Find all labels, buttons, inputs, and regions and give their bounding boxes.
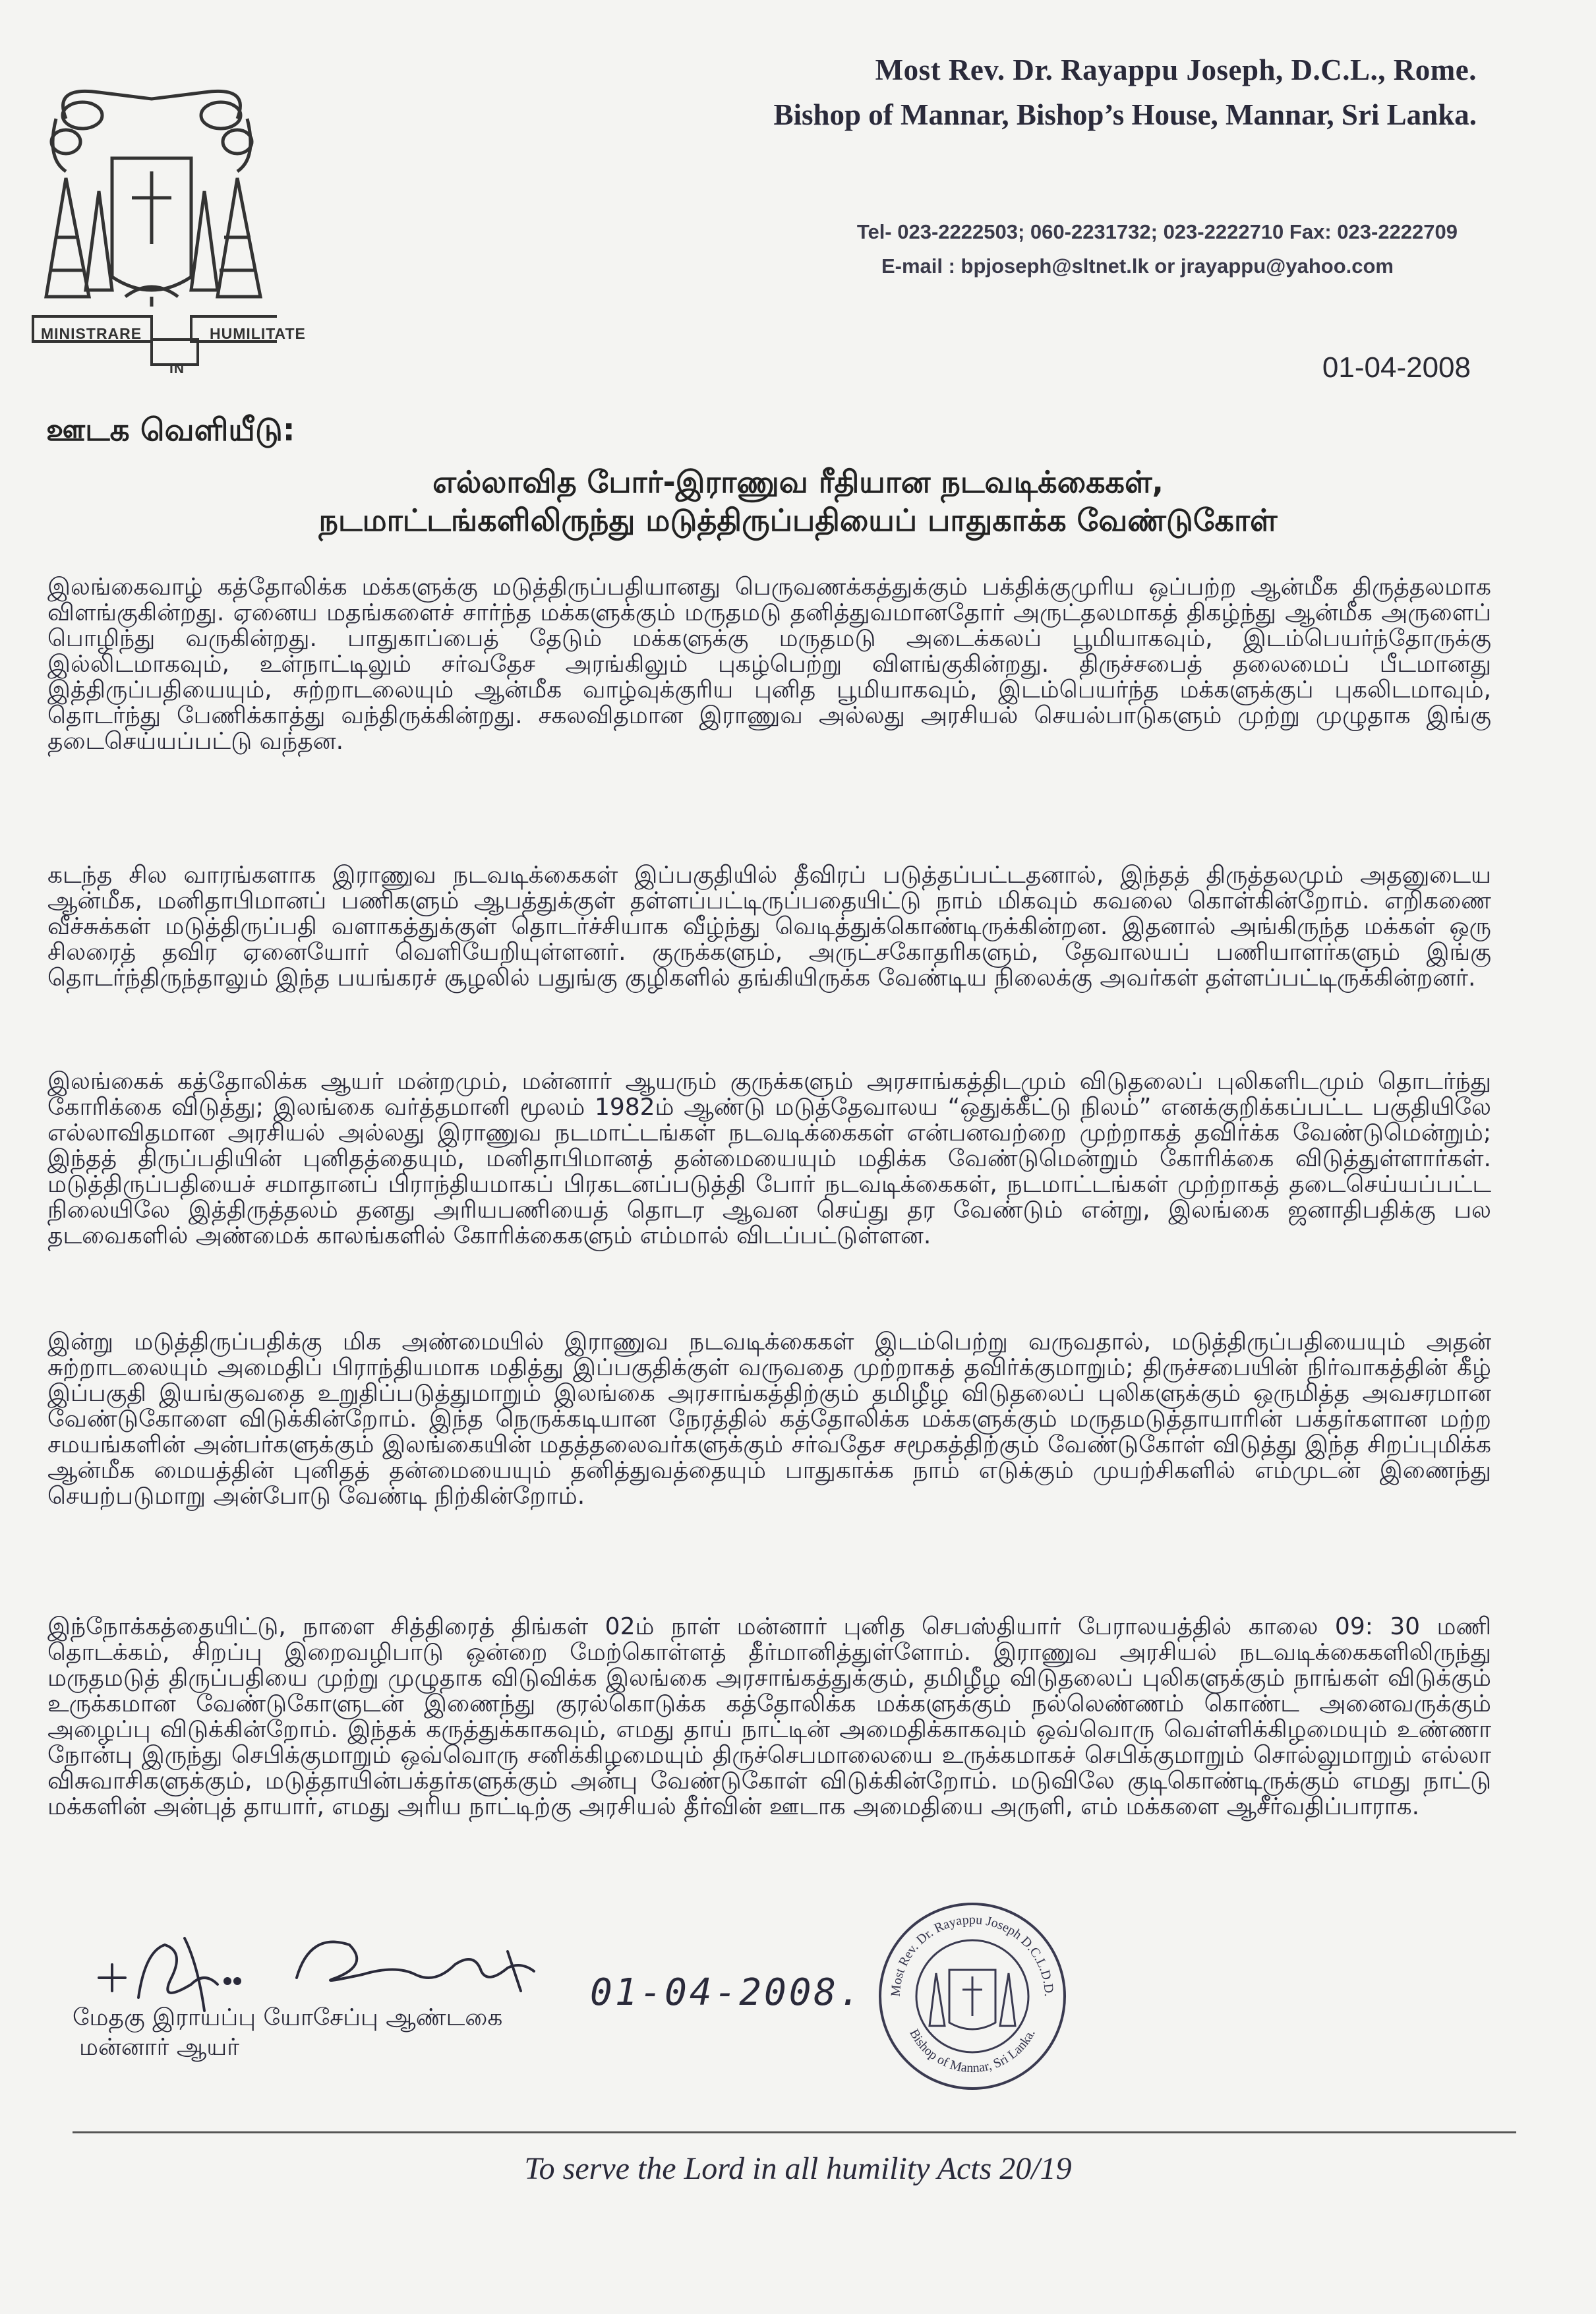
signatory-name: மேதகு இராயப்பு யோசேப்பு ஆண்டகை [73, 2004, 503, 2031]
signatory-title: மன்னார் ஆயர் [79, 2034, 240, 2061]
official-seal-icon [873, 1897, 1071, 2095]
paragraph-5: இந்நோக்கத்தையிட்டு, நாளை சித்திரைத் திங்கள் 02ம் நாள் மன்னார் புனித செபஸ்தியார் பேராலயத்தில் காலை 09: 30 மணி தொடக்கம், சிறப்பு இறைவழிபாடு ஒன்றை மேற்கொள்ளத் தீர்மானித்துள்ளோம். இராணுவ அரசியல் நடவடிக்கைகளிலிருந்து மருதமடுத் திருப்பதியை முற்று முழுதாக விடுவிக்க இலங்கை அரசாங்கத்துக்கும், தமிழீழ விடுதலைப் புலிகளுக்கும் நாங்கள் விடுக்கும் உருக்கமான வேண்டுகோளுடன் இணைந்து குரல்கொடுக்க கத்தோலிக்க மக்களுக்கும் நல்லெண்ணம் கொண்ட அனைவருக்கும் அழைப்பு விடுக்கின்றோம். இந்தக் கருத்துக்காகவும், எமது தாய் நாட்டின் அமைதிக்காகவும் ஒவ்வொரு வெள்ளிக்கிழமையும் உண்ணா நோன்பு இருந்து செபிக்குமாறும் ஒவ்வொரு சனிக்கிழமையும் திருச்செபமாலையை உருக்கமாகச் செபிக்குமாறும் சொல்லுமாறும் எல்லா விசுவாசிகளுக்கும், மடுத்தாயின்பக்தர்களுக்கும் அன்பு வேண்டுகோள் விடுக்கின்றோம். மடுவிலே குடிகொண்டிருக்கும் எமது நாட்டு மக்களின் அன்புத் தாயார், எமது அரிய நாட்டிற்கு அரசியல் தீர்வின் ஊடாக அமைதியை அருளி, எம் மக்களை ஆசீர்வதிப்பாராக. [47, 1613, 1491, 1820]
letterhead-name: Most Rev. Dr. Rayappu Joseph, D.C.L., Rome. [875, 53, 1477, 86]
seal-bottom-text: Bishop of Mannar, Sri Lanka. [906, 2027, 1038, 2076]
paragraph-2: கடந்த சில வாரங்களாக இராணுவ நடவடிக்கைகள் இப்பகுதியில் தீவிரப் படுத்தப்பட்டதனால், இந்தத் திருத்தலமும் அதனுடைய ஆன்மீக, மனிதாபிமானப் பணிகளும் ஆபத்துக்குள் தள்ளப்பட்டிருப்பதையிட்டு நாம் மிகவும் கவலை கொள்கின்றோம். எறிகணை வீச்சுக்கள் மடுத்திருப்பதி வளாகத்துக்குள் தொடர்ச்சியாக வீழ்ந்து வெடித்துக்கொண்டிருக்கின்றன. இதனால் அங்கிருந்த மக்கள் ஒரு சிலரைத் தவிர ஏனையோர் வெளியேறியுள்ளனர். குருக்களும், அருட்சகோதரிகளும், தேவாலயப் பணியாளர்களும் இங்கு தொடர்ந்திருந்தாலும் இந்த பயங்கரச் சூழலில் பதுங்கு குழிகளில் தங்கியிருக்க வேண்டிய நிலைக்கு அவர்கள் தள்ளப்பட்டிருக்கின்றனர். [47, 862, 1491, 992]
paragraph-4: இன்று மடுத்திருப்பதிக்கு மிக அண்மையில் இராணுவ நடவடிக்கைகள் இடம்பெற்று வருவதால், மடுத்திருப்பதியையும் அதன் சுற்றாடலையும் அமைதிப் பிராந்தியமாக மதித்து இப்பகுதிக்குள் வருவதை முற்றாகத் தவிர்க்குமாறும்; திருச்சபையின் நிர்வாகத்தின் கீழ் இப்பகுதி இயங்குவதை உறுதிப்படுத்துமாறும் இலங்கை அரசாங்கத்திற்கும் தமிழீழ விடுதலைப் புலிகளுக்கும் ஒருமித்த அவசரமான வேண்டுகோளை விடுக்கின்றோம். இந்த நெருக்கடியான நேரத்தில் கத்தோலிக்க மக்களுக்கும் மருதமடுத்தாயாரின் பக்தர்களான மற்ற சமயங்களின் அன்பர்களுக்கும் இலங்கையின் மதத்தலைவர்களுக்கும் சர்வதேச சமூகத்திற்கும் வேண்டுகோள் விடுத்து இந்த சிறப்புமிக்க ஆன்மீக மையத்தின் புனிதத் தன்மையையும் தனித்துவத்தையும் பாதுகாக்க நாம் எடுக்கும் முயற்சிகளில் எம்முடன் இணைந்து செயற்படுமாறு அன்போடு வேண்டி நிற்கின்றோம். [47, 1328, 1491, 1510]
coat-of-arms-icon [26, 79, 277, 396]
section-heading: ஊடக வெளியீடு: [46, 412, 295, 448]
footer-divider [73, 2131, 1516, 2133]
handwritten-date: 01-04-2008. [590, 1971, 864, 2014]
title-line-2: நடமாட்டங்களிலிருந்து மடுத்திருப்பதியைப் பாதுகாக்க வேண்டுகோள் [318, 502, 1278, 538]
letterhead-address: Bishop of Mannar, Bishop’s House, Mannar, Sri Lanka. [773, 98, 1477, 131]
motto-left: MINISTRARE [41, 325, 142, 342]
paragraph-1: இலங்கைவாழ் கத்தோலிக்க மக்களுக்கு மடுத்திருப்பதியானது பெருவணக்கத்துக்கும் பக்திக்குமுரிய ஒப்பற்ற ஆன்மீக திருத்தலமாக விளங்குகின்றது. ஏனைய மதங்களைச் சார்ந்த மக்களுக்கும் மருதமடு தனித்துவமானதோர் அருட்தலமாகத் திகழ்ந்து ஆன்மீக அருளைப் பொழிந்து வருகின்றது. பாதுகாப்பைத் தேடும் மக்களுக்கு மருதமடு அடைக்கலப் பூமியாகவும், இடம்பெயர்ந்தோருக்கு இல்லிடமாகவும், உள்நாட்டிலும் சர்வதேச அரங்கிலும் புகழ்பெற்று விளங்குகின்றது. திருச்சபைத் தலைமைப் பீடமானது இத்திருப்பதியையும், சுற்றாடலையும் ஆன்மீக வாழ்வுக்குரிய புனித பூமியாகவும், இடம்பெயர்ந்த மக்களுக்குப் புகலிடமாவும், தொடர்ந்து பேணிக்காத்து வந்திருக்கின்றது. சகலவிதமான இராணுவ அல்லது அரசியல் செயல்பாடுகளும் முற்று முழுதாக இங்கு தடைசெய்யப்பட்டு வந்தன. [47, 574, 1491, 755]
letter-date: 01-04-2008 [1322, 351, 1471, 384]
letterhead-email: E-mail : bpjoseph@sltnet.lk or jrayappu@yahoo.com [881, 254, 1394, 278]
motto-middle: IN [169, 361, 185, 376]
title-line-1: எல்லாவித போர்-இராணுவ ரீதியான நடவடிக்கைகள், [432, 464, 1164, 500]
seal-top-text: Most Rev. Dr. Rayappu Joseph D.C.L.D.D. [888, 1913, 1057, 1998]
motto-right: HUMILITATE [210, 325, 306, 342]
letterhead-phone: Tel- 023-2222503; 060-2231732; 023-2222710 Fax: 023-2222709 [856, 220, 1458, 243]
footer-motto: To serve the Lord in all humility Acts 20/19 [524, 2151, 1072, 2186]
paragraph-3: இலங்கைக் கத்தோலிக்க ஆயர் மன்றமும், மன்னார் ஆயரும் குருக்களும் அரசாங்கத்திடமும் விடுதலைப் புலிகளிடமும் தொடர்ந்து கோரிக்கை விடுத்து; இலங்கை வர்த்தமானி மூலம் 1982ம் ஆண்டு மடுத்தேவாலய “ஒதுக்கீட்டு நிலம்” எனக்குறிக்கப்பட்ட பகுதியிலே எல்லாவிதமான அரசியல் அல்லது இராணுவ நடமாட்டங்கள் நடவடிக்கைகள் என்பனவற்றை முற்றாகத் தவிர்க்க வேண்டுமென்றும்; இந்தத் திருப்பதியின் புனிதத்தையும், மனிதாபிமானத் தன்மையையும் மதிக்க வேண்டுமென்றும் கோரிக்கை விடுத்துள்ளார்கள். மடுத்திருப்பதியைச் சமாதானப் பிராந்தியமாகப் பிரகடனப்படுத்தி போர் நடவடிக்கைகள், நடமாட்டங்கள் முற்றாகத் தடைசெய்யப்பட்ட நிலையிலே இத்திருத்தலம் தனது அரியபணியைத் தொடர ஆவன செய்து தர வேண்டும் என்று, இலங்கை ஜனாதிபதிக்கு பல தடவைகளில் அண்மைக் காலங்களில் கோரிக்கைகளும் எம்மால் விடப்பட்டுள்ளன. [47, 1068, 1491, 1249]
